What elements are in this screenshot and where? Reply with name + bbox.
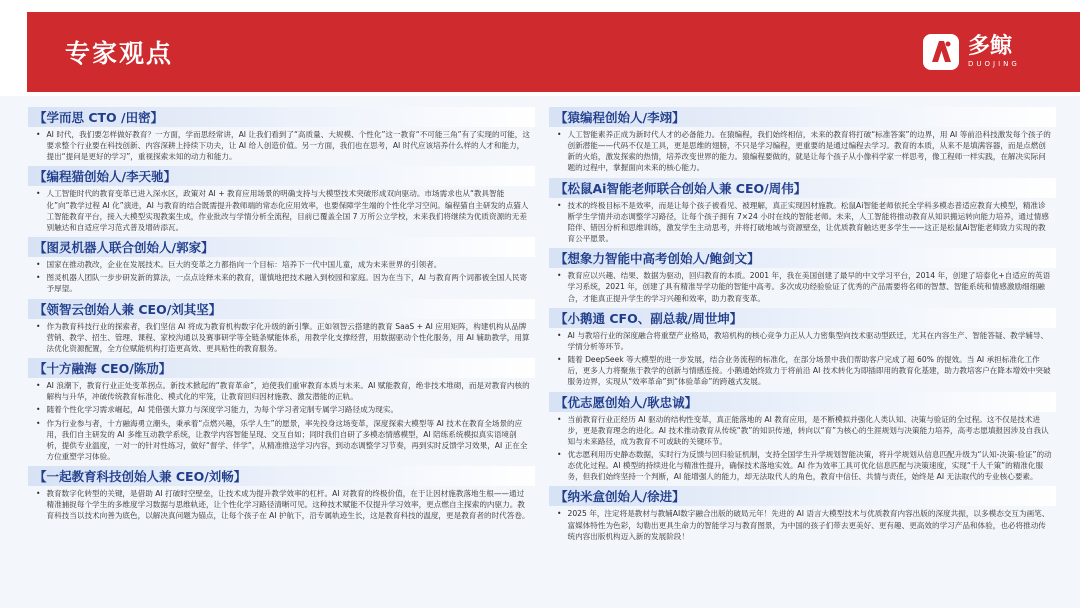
brand-logo — [920, 28, 1060, 76]
opinion-bullet — [28, 188, 535, 233]
opinion-text: 人工智能时代的教育变革已进入深水区，政策对 AI + 教育应用场景的明确支持与大模型技术突破形成双向驱动。市场需求也从“教具智能化”向“教学过程 AI 化”演进，AI 与教育的结合既需提升教师端的常态化应用效率，也要保障学生端的个性化学习空间。编程猫自主研发的点猫人工智能教育平台，接入大模型实现教案生成，作业批改与学情分析全流程，目前已覆盖全国 7 万所公立学校，未来我们将继续为优质资源的无差别触达和自适应学习范式普及增砖添瓦。 — [46, 189, 529, 232]
bullet-dot-icon: • — [557, 130, 562, 139]
opinion-bullet — [28, 259, 535, 270]
opinion-text: AI 时代，我们要怎样做好教育？一方面，学而思经常讲，AI 让我们看到了“高质量、大规模、个性化”这一教育“不可能三角”有了实现的可能，这要求整个行业要在科技创新、内容深耕上持续下功夫，让 AI 给人创造价值。另一方面，我们也在思考，AI 时代应该培养什么样的人才和能力，提出“提问是更好的学习”，重视探索未知的动力和能力。 — [46, 130, 530, 162]
opinion-bullet — [549, 354, 1056, 387]
opinion-text: AI 与教培行业的深度融合将重塑产业格局，教培机构的核心竞争力正从人力密集型向技术驱动型跃迁，尤其在内容生产、智能答疑、教学辅导、学情分析等环节。 — [567, 330, 1049, 351]
expert-title: 【优志愿创始人/耿忠诚】 — [549, 392, 1056, 412]
bullet-dot-icon: • — [36, 273, 41, 283]
right-column — [549, 107, 1056, 600]
expert-title: 【想象力智能中高考创始人/鲍剑文】 — [549, 248, 1056, 268]
bullet-dot-icon: • — [36, 489, 41, 499]
expert-title: 【松鼠Ai智能老师联合创始人兼 CEO/周伟】 — [549, 178, 1056, 198]
opinion-text: 优志愿利用历史静态数据，实时行为反馈与回归验证机制，支持全国学生升学规划智能决策，将升学规划从信息匹配升级为“认知-决策-验证”的动态优化过程。AI 模型的持续进化与精准性提升，确保技术落地实效。AI 作为效率工具可优化信息匹配与决策速度，实现“千人千策”的精准化服务，但我们始终坚持一个判断，AI 能增强人的能力，却无法取代人的角色，教育中信任、共情与责任，始终是 AI 无法取代的专业核心要素。 — [567, 449, 1052, 482]
opinion-text: 2025 年，注定将是教材与教辅AI数字融合出版的破局元年！先进的 AI 语言大模型技术与优质教育内容出版的深度共振，以多模态交互为画笔、富媒体特性为色彩，勾勒出更具生命力的智能学习与教育图景，为中国的孩子们带去更美好、更有趣、更高效的学习产品和体验，也必将推动传统内容出版机构迈入新的发展阶段！ — [567, 509, 1050, 541]
opinion-bullet — [28, 418, 535, 463]
logo-name: 多鲸 — [968, 34, 1013, 59]
logo-subtitle: DUOJING — [968, 60, 1020, 68]
opinion-text: 国家在推动教改，企业在发展技术。巨大的变革之力都指向一个目标：培养下一代中国儿童，成为未来世界的引领者。 — [46, 260, 442, 270]
bullet-dot-icon: • — [557, 330, 562, 340]
expert-section — [549, 178, 1056, 245]
expert-title: 【编程猫创始人/李天驰】 — [28, 166, 535, 186]
expert-section — [549, 308, 1056, 388]
expert-section — [28, 299, 535, 354]
opinion-text: 教育应以兴趣、结果、数据为驱动，回归教育的本质。2001 年，我在美国创建了最早的中文学习平台，2014 年，创建了培泰化+自适应的英语学习系统，2021 年，创建了具有精准导学功能的智能中高考。多次成功经验验证了优秀的产品需要将名师的智慧、智能系统和情感激励细细融合，才能真正提升学生的学习兴趣和效率，助力教育变革。 — [567, 271, 1051, 303]
opinion-bullet — [549, 449, 1056, 482]
bullet-dot-icon: • — [557, 449, 562, 459]
page-header — [0, 0, 1080, 96]
expert-title: 【学而思 CTO /田密】 — [28, 107, 535, 127]
opinion-bullet — [28, 321, 535, 354]
opinion-text: 随着个性化学习需求崛起，AI 凭借强大算力与深度学习能力，为每个学习者定制专属学习路径成为现实。 — [46, 405, 399, 415]
bullet-dot-icon: • — [36, 260, 41, 270]
opinions-content — [28, 107, 1056, 600]
opinion-bullet — [28, 380, 535, 402]
opinion-bullet — [549, 330, 1056, 352]
expert-section — [549, 107, 1056, 174]
expert-section — [549, 248, 1056, 303]
opinion-text: 当前教育行业正经历 AI 驱动的结构性变革，真正能落地的 AI 教育应用，是不断模拟并强化人类认知、决策与验证的全过程。这不仅是技术进步，更是教育理念的进化。AI 技术推动教育从传统“教”的知识传递，转向以“育”为核心的生涯规划与决策能力培养，高考志愿填报因涉及自我认知与未来路径，成为教育不可或缺的关键环节。 — [567, 414, 1049, 446]
bullet-dot-icon: • — [36, 321, 41, 331]
bullet-dot-icon: • — [36, 130, 41, 139]
opinion-text: 图灵机器人团队一步步研发新的算法，一点点诠释未来的教育，谨慎地把技术融入到校园和家庭。因为在当下，AI 与教育两个词都被全国人民寄予厚望。 — [46, 273, 528, 294]
opinion-bullet — [28, 129, 535, 162]
bullet-dot-icon: • — [36, 418, 41, 428]
page-title: 专家观点 — [65, 39, 174, 68]
expert-title: 【十方融海 CEO/陈劢】 — [28, 358, 535, 378]
opinion-text: 随着 DeepSeek 等大模型的进一步发展，结合业务流程的标准化，在部分场景中我们帮助客户完成了超 60% 的提效。当 AI 承担标准化工作后，更多人力将聚焦于教学的创新与情感连接。小鹅通始终致力于将前沿 AI 技术转化为即插即用的教育化基建，助力教培客户在降本增效中突破服务边界，实现从“效率革命”到“体验革命”的跨越式发展。 — [567, 355, 1051, 387]
opinion-text: 技术的终极目标不是效率，而是让每个孩子被看见、被理解，真正实现因材施教。松鼠Ai智能老师依托全学科多模态普适应教育大模型，精准诊断学生学情并动态调整学习路径，让每个孩子拥有 7×24 小时在线的智能老师。未来，人工智能将推动教育从知识搬运转向能力培养，通过情感陪伴、错因分析和思维训练，激发学生主动思考，并将打破地域与资源壁垒，让优质教育触达更多学生——这正是松鼠Ai智能老师致力实现的教育公平愿景。 — [567, 200, 1049, 244]
bullet-dot-icon: • — [36, 189, 41, 199]
opinion-text: 作为行业参与者，十方融海勇立潮头，秉承着“点燃兴趣，乐学人生”的愿景，率先投身这场变革，深度探索大模型等 AI 技术在教育全场景的应用，我们自主研发的 AI 多维互动教学系统，让教学内容智能呈现、交互自如；同时我们自研了多模态情感模型，AI 陪练系统模拟真实语境剖析，提供专业温度，一对一的针对性练习，做好“督学、伴学”，从精准推送学习内容，到动态调整学习节奏，再到实时反馈学习效果，AI 正在全方位重塑学习体验。 — [46, 418, 528, 461]
logo-text — [968, 36, 1020, 68]
expert-section — [28, 466, 535, 521]
opinion-text: 人工智能素养正成为新时代人才的必备能力。在猿编程，我们始终相信，未来的教育将打破“标准答案”的边界，用 AI 等前沿科技激发每个孩子的创新潜能——代码不仅是工具，更是思维的翅膀，不只是学习编程，更重要的是通过编程去学习。教育的本质，从来不是填满容器，而是点燃创新的火焰，激发探索的热情，培养改变世界的能力。猿编程要做的，就是让每个孩子从小像科学家一样思考，像工程师一样实践，在解决实际问题的过程中，掌握面向未来的核心能力。 — [567, 130, 1051, 173]
expert-section — [28, 166, 535, 233]
opinion-bullet — [549, 414, 1056, 447]
opinion-text: AI 浪潮下，教育行业正处变革拐点。新技术掀起的“教育革命”，迫使我们重审教育本质与未来。AI 赋能教育，绝非技术堆砌，而是对教育内核的解构与升华，冲破传统教育标准化、模式化的牢笼，让教育回归因材施教、激发潜能的正轨。 — [46, 381, 530, 402]
expert-title: 【图灵机器人联合创始人/郭家】 — [28, 237, 535, 257]
opinion-text: 教育数字化转型的关键，是借助 AI 打破时空壁垒，让技术成为提升教学效率的杠杆。AI 对教育的终极价值，在于让因材施教落地生根——通过精准捕捉每个学生的多维度学习数据与思维轨迹，让个性化学习路径清晰可见。这种技术赋能不仅提升学习效率，更点燃自主探索的内驱力。教育科技当以技术向善为底色，以解决真问题为锚点，让每个孩子在 AI 护航下，沿专属轨迹生长，这是教育科技的温度，更是教育者的时代答卷。 — [46, 489, 530, 521]
opinion-bullet — [549, 270, 1056, 303]
opinion-bullet — [549, 200, 1056, 245]
expert-section — [28, 107, 535, 162]
bullet-dot-icon: • — [557, 200, 562, 210]
bullet-dot-icon: • — [557, 414, 562, 424]
expert-title: 【一起教育科技创始人兼 CEO/刘畅】 — [28, 466, 535, 486]
opinion-bullet — [28, 488, 535, 521]
whale-logo-icon — [920, 31, 962, 73]
expert-title: 【猿编程创始人/李翊】 — [549, 107, 1056, 127]
expert-section — [28, 358, 535, 462]
bullet-dot-icon: • — [36, 381, 41, 391]
expert-section — [28, 237, 535, 294]
opinion-text: 作为教育科技行业的探索者，我们坚信 AI 将成为教育机构数字化升级的新引擎。正如领智云搭建的教育 SaaS + AI 应用矩阵，构建机构从品牌营销、教学、招生、管理、课程、家校沟通以及赛事研学等全链条赋能体系，用教学化支撑经营，用数据驱动个性化服务，用 AI 辅助教学，用算法优化资源配置，全方位赋能机构打造更高效、更具粘性的教育服务。 — [46, 321, 530, 353]
bullet-dot-icon: • — [557, 355, 562, 365]
expert-section — [549, 486, 1056, 541]
left-column — [28, 107, 535, 600]
bullet-dot-icon: • — [557, 271, 562, 281]
opinion-bullet — [28, 404, 535, 415]
opinion-bullet — [549, 129, 1056, 174]
expert-title: 【小鹅通 CFO、副总裁/周世坤】 — [549, 308, 1056, 328]
bullet-dot-icon: • — [557, 509, 562, 519]
expert-title: 【纳米盒创始人/徐进】 — [549, 486, 1056, 506]
opinion-bullet — [28, 272, 535, 294]
opinion-bullet — [549, 508, 1056, 541]
expert-title: 【领智云创始人兼 CEO/刘其坚】 — [28, 299, 535, 319]
bullet-dot-icon: • — [36, 405, 41, 415]
expert-section — [549, 392, 1056, 483]
